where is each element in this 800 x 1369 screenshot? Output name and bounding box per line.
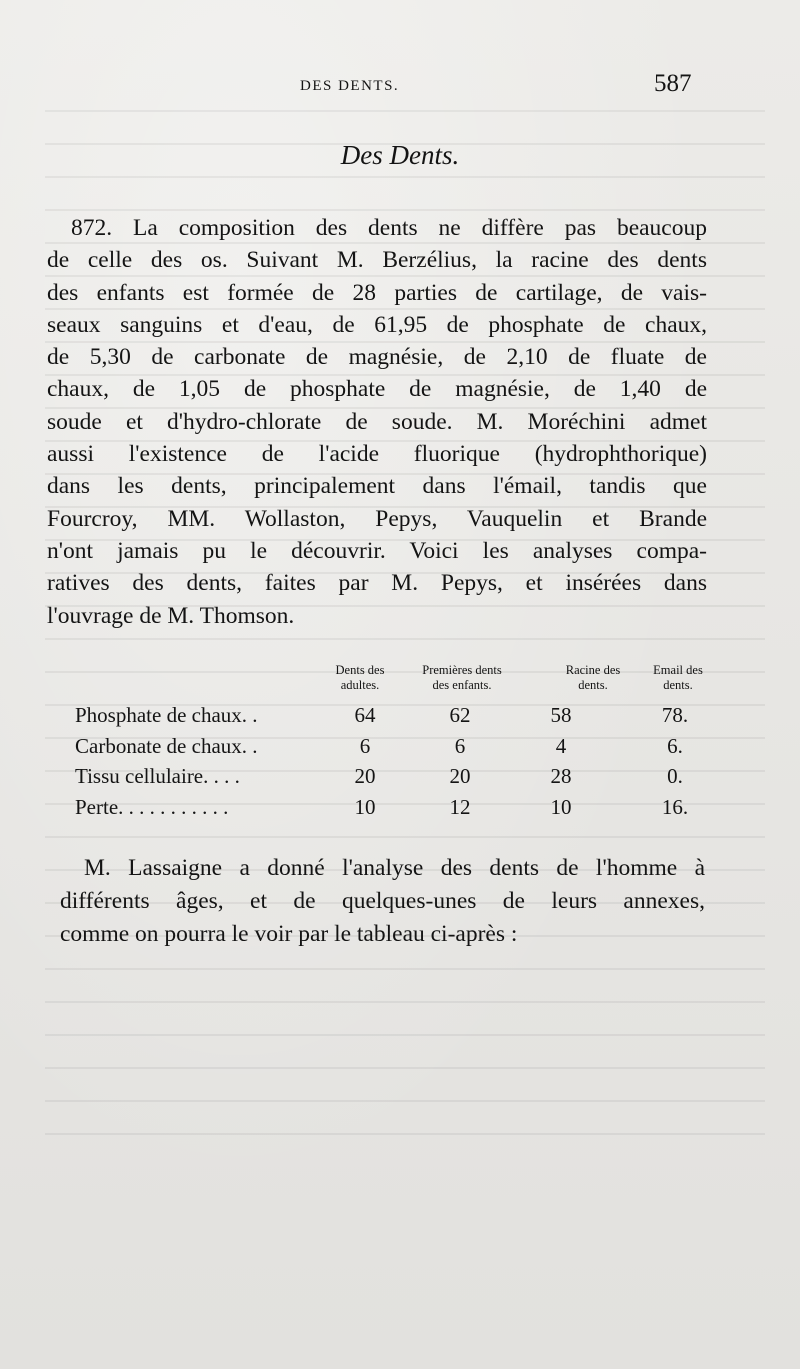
- column-header-line: des enfants.: [432, 678, 492, 692]
- column-header-adult-teeth: [322, 663, 398, 693]
- table-cell: 58: [550, 703, 572, 727]
- row-label: Tissu cellulaire. . . .: [75, 764, 240, 788]
- text-line: aussi l'existence de l'acide fluorique (hydrophthorique): [47, 441, 707, 468]
- table-cell: 16.: [661, 794, 689, 819]
- text-line: différents âges, et de quelques-unes de leurs annexes,: [60, 888, 705, 914]
- table-cell: 78.: [661, 703, 689, 727]
- table-row: [75, 703, 715, 734]
- table-column-headers: [0, 663, 800, 697]
- text-line: Fourcroy, MM. Wollaston, Pepys, Vauquelin et Brande: [47, 505, 707, 532]
- running-head: [0, 70, 800, 100]
- table-cell: 20: [354, 764, 376, 788]
- text-line: n'ont jamais pu le découvrir. Voici les analyses compa-: [47, 537, 707, 564]
- table-cell: 10: [354, 794, 376, 819]
- section-title: Des Dents.: [340, 140, 460, 170]
- paragraph-872: [47, 212, 707, 632]
- table-cell: 4: [555, 733, 567, 758]
- paragraph-lassaigne: [60, 852, 705, 951]
- table-cell: 20: [449, 764, 471, 788]
- column-header-line: Dents des: [335, 663, 385, 677]
- running-title: DES DENTS.: [300, 78, 400, 94]
- table-cell: 6: [359, 733, 371, 758]
- row-label: Carbonate de chaux. .: [75, 733, 258, 758]
- column-header-enamel: [638, 663, 718, 693]
- text-line: l'ouvrage de M. Thomson.: [47, 602, 295, 629]
- text-line: des enfants est formée de 28 parties de cartilage, de vais-: [47, 279, 707, 306]
- text-line: ratives des dents, faites par M. Pepys, et insérées dans: [47, 570, 707, 597]
- text-line: seaux sanguins et d'eau, de 61,95 de phosphate de chaux,: [47, 311, 707, 338]
- table-cell: 12: [449, 794, 471, 819]
- column-header-line: Email des: [653, 663, 703, 677]
- column-header-line: dents.: [663, 678, 693, 692]
- row-label: Perte. . . . . . . . . . .: [75, 794, 229, 819]
- table-row: [75, 764, 715, 795]
- text-line: comme on pourra le voir par le tableau ci-après :: [60, 921, 518, 947]
- table-cell: 28: [550, 764, 572, 788]
- text-line: dans les dents, principalement dans l'émail, tandis que: [47, 473, 707, 500]
- column-header-line: adultes.: [340, 678, 380, 692]
- column-header-line: dents.: [578, 678, 608, 692]
- table-cell: 6: [454, 733, 466, 758]
- text-line: de celle des os. Suivant M. Berzélius, la racine des dents: [47, 247, 707, 274]
- table-cell: 62: [449, 703, 471, 727]
- text-line: de 5,30 de carbonate de magnésie, de 2,10 de fluate de: [47, 344, 707, 371]
- column-header-child-teeth: [404, 663, 520, 693]
- column-header-line: Premières dents: [422, 663, 502, 677]
- page-number: 587: [654, 70, 692, 97]
- table-cell: 10: [550, 794, 572, 819]
- text-line: 872. La composition des dents ne diffère pas beaucoup: [71, 215, 707, 241]
- table-row: [75, 734, 715, 765]
- column-header-tooth-root: [552, 663, 634, 693]
- row-label: Phosphate de chaux. .: [75, 703, 258, 727]
- table-cell: 0.: [667, 764, 683, 788]
- table-row: [75, 795, 715, 826]
- table-cell: 6.: [667, 733, 683, 758]
- text-line: M. Lassaigne a donné l'analyse des dents de l'homme à: [84, 855, 705, 881]
- teeth-composition-table: [75, 703, 715, 825]
- column-header-line: Racine des: [565, 663, 621, 677]
- text-line: soude et d'hydro-chlorate de soude. M. Moréchini admet: [47, 408, 707, 435]
- text-line: chaux, de 1,05 de phosphate de magnésie, de 1,40 de: [47, 376, 707, 403]
- table-cell: 64: [354, 703, 376, 727]
